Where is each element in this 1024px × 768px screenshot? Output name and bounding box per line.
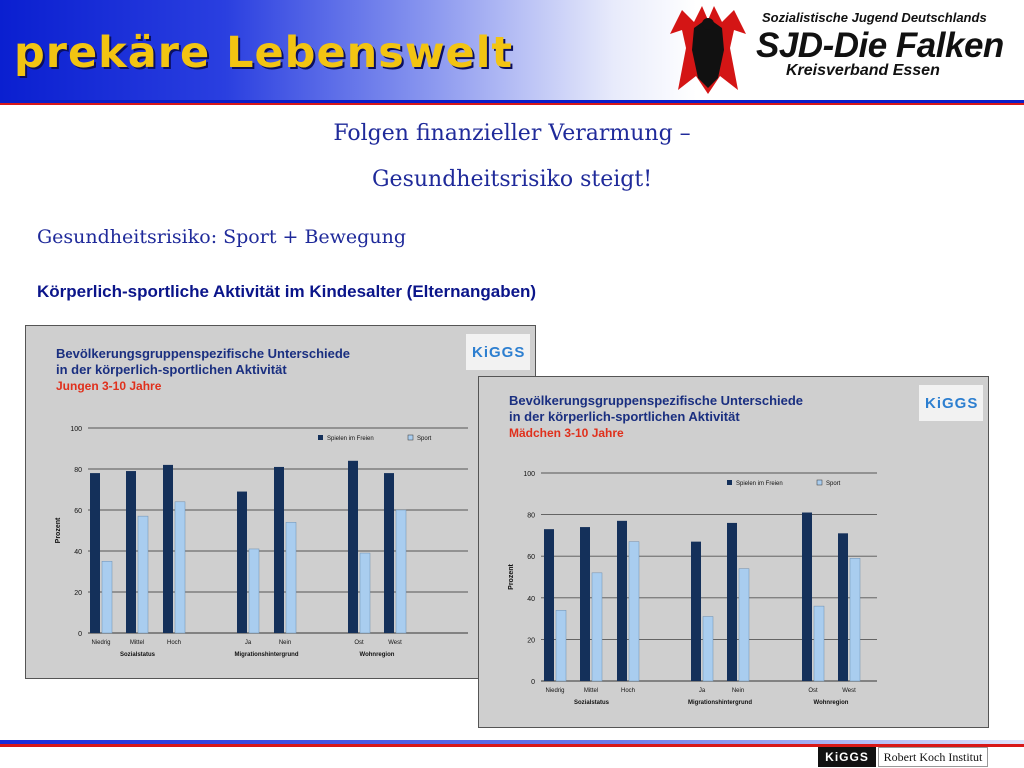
slide-title-line2: Gesundheitsrisiko steigt! bbox=[371, 167, 653, 192]
x-tick-label: Niedrig bbox=[91, 640, 111, 646]
bar-sport bbox=[850, 558, 860, 681]
x-tick-label: Nein bbox=[278, 640, 292, 646]
org-full-name: Sozialistische Jugend Deutschlands bbox=[762, 10, 987, 25]
kiggs-logo-text: KiGGS bbox=[472, 344, 526, 361]
x-tick-label: Niedrig bbox=[545, 688, 565, 694]
x-tick-label: Nein bbox=[731, 688, 745, 694]
x-tick-label: Hoch bbox=[620, 688, 636, 694]
y-axis-label: Prozent bbox=[508, 564, 515, 590]
bar-spielen-im-freien bbox=[727, 523, 737, 681]
x-group-label: Migrationshintergrund bbox=[234, 652, 299, 658]
x-group-label: Wohnregion bbox=[359, 652, 395, 658]
footer-kiggs-logo: KiGGS bbox=[818, 747, 876, 767]
x-group-label: Sozialstatus bbox=[573, 700, 610, 706]
y-tick-label: 0 bbox=[531, 679, 535, 686]
bar-spielen-im-freien bbox=[90, 473, 100, 633]
x-group-label: Migrationshintergrund bbox=[688, 700, 752, 706]
footer-rki-label: Robert Koch Institut bbox=[878, 747, 988, 767]
bar-sport bbox=[814, 606, 824, 681]
legend-swatch bbox=[727, 480, 732, 485]
x-tick-label: West bbox=[388, 640, 402, 646]
y-tick-label: 0 bbox=[78, 631, 82, 638]
chart-boys bbox=[26, 326, 535, 678]
y-tick-label: 60 bbox=[527, 554, 535, 562]
falcon-logo-icon bbox=[668, 4, 748, 96]
bar-spielen-im-freien bbox=[384, 473, 394, 633]
bar-spielen-im-freien bbox=[126, 471, 136, 633]
bar-spielen-im-freien bbox=[274, 467, 284, 633]
chart-panel-boys bbox=[25, 325, 536, 679]
bar-spielen-im-freien bbox=[544, 529, 554, 681]
chart-title-line2: in der körperlich-sportlichen Aktivität bbox=[509, 409, 740, 424]
legend-swatch bbox=[817, 480, 822, 485]
bar-spielen-im-freien bbox=[163, 465, 173, 633]
chart-subtitle: Mädchen 3-10 Jahre bbox=[509, 426, 624, 440]
y-tick-label: 20 bbox=[74, 590, 82, 597]
bar-sport bbox=[360, 553, 370, 633]
x-tick-label: Mittel bbox=[129, 640, 145, 646]
x-tick-label: Ja bbox=[698, 688, 706, 694]
chart-title-line2: in der körperlich-sportlichen Aktivität bbox=[56, 362, 287, 377]
bar-spielen-im-freien bbox=[580, 527, 590, 681]
bar-sport bbox=[592, 573, 602, 681]
y-tick-label: 100 bbox=[523, 471, 535, 478]
x-tick-label: West bbox=[842, 688, 856, 694]
x-group-label: Sozialstatus bbox=[119, 652, 156, 658]
y-tick-label: 80 bbox=[527, 512, 535, 520]
chart-subtitle: Jungen 3-10 Jahre bbox=[56, 379, 162, 393]
slide-title-line1: Folgen finanzieller Verarmung – bbox=[333, 121, 691, 146]
legend-label: Sport bbox=[417, 436, 432, 442]
y-tick-label: 100 bbox=[70, 426, 82, 433]
bar-sport bbox=[739, 569, 749, 681]
kiggs-logo-text: KiGGS bbox=[925, 395, 979, 412]
legend-label: Sport bbox=[826, 481, 841, 487]
chart-girls bbox=[479, 377, 988, 727]
x-tick-label: Ost bbox=[354, 640, 364, 646]
bar-sport bbox=[138, 516, 148, 633]
chart-caption: Körperlich-sportliche Aktivität im Kindesalter (Elternangaben) bbox=[37, 282, 537, 301]
chart-title: Bevölkerungsgruppenspezifische Unterschiede bbox=[56, 346, 351, 361]
bar-spielen-im-freien bbox=[348, 461, 358, 633]
bar-sport bbox=[396, 510, 406, 633]
legend-swatch bbox=[318, 435, 323, 440]
legend-label: Spielen im Freien bbox=[736, 481, 783, 487]
y-axis-label: Prozent bbox=[55, 517, 62, 544]
section-subtitle: Gesundheitsrisiko: Sport + Bewegung bbox=[37, 226, 406, 248]
org-branch: Kreisverband Essen bbox=[786, 62, 940, 79]
site-title: prekäre Lebenswelt bbox=[14, 28, 513, 78]
bar-sport bbox=[175, 502, 185, 633]
bar-spielen-im-freien bbox=[691, 542, 701, 681]
bar-spielen-im-freien bbox=[237, 492, 247, 633]
y-tick-label: 40 bbox=[74, 549, 82, 556]
x-tick-label: Hoch bbox=[166, 640, 182, 646]
y-tick-label: 60 bbox=[74, 508, 82, 515]
x-tick-label: Ost bbox=[808, 688, 818, 694]
header-divider-red bbox=[0, 103, 1024, 105]
org-name: SJD-Die Falken bbox=[756, 26, 1004, 65]
bar-spielen-im-freien bbox=[617, 521, 627, 681]
chart-title: Bevölkerungsgruppenspezifische Unterschiede bbox=[509, 393, 804, 408]
bar-spielen-im-freien bbox=[802, 513, 812, 681]
bar-sport bbox=[703, 617, 713, 681]
y-tick-label: 80 bbox=[74, 467, 82, 474]
bar-sport bbox=[629, 542, 639, 681]
legend-label: Spielen im Freien bbox=[327, 436, 374, 442]
x-group-label: Wohnregion bbox=[813, 700, 849, 706]
bar-sport bbox=[556, 610, 566, 681]
bar-spielen-im-freien bbox=[838, 533, 848, 681]
legend-swatch bbox=[408, 435, 413, 440]
y-tick-label: 20 bbox=[527, 637, 535, 645]
bar-sport bbox=[102, 561, 112, 633]
chart-panel-girls bbox=[478, 376, 989, 728]
y-tick-label: 40 bbox=[527, 595, 535, 603]
x-tick-label: Ja bbox=[244, 640, 252, 646]
x-tick-label: Mittel bbox=[583, 688, 599, 694]
bar-sport bbox=[286, 522, 296, 633]
bar-sport bbox=[249, 549, 259, 633]
